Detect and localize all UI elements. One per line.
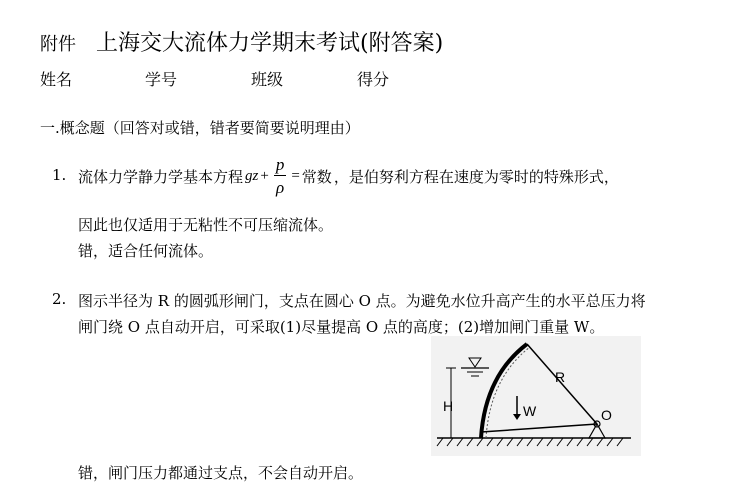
question-1-number: 1. [52, 166, 67, 184]
score-field-label: 得分 [357, 70, 390, 89]
formula-equals: = [291, 167, 300, 184]
gate-diagram [431, 336, 641, 456]
question-1-line-1 [78, 154, 619, 198]
weight-label: W [523, 403, 537, 419]
class-field-label: 班级 [251, 70, 284, 89]
question-1-line-2: 因此也仅适用于无粘性不可压缩流体。 [78, 216, 334, 234]
weight-arrow-head-icon [513, 414, 521, 420]
water-level-triangle-icon [469, 358, 481, 367]
formula-fraction [274, 156, 287, 196]
question-1-text-after: ，是伯努利方程在速度为零时的特殊形式， [333, 167, 619, 186]
student-id-field-label: 学号 [145, 70, 178, 89]
question-2-answer: 错，闸门压力都通过支点，不会自动开启。 [78, 464, 364, 482]
pivot-support-triangle [589, 424, 605, 438]
question-1-text-before: 流体力学静力学基本方程 [78, 167, 244, 186]
formula-numerator: p [275, 155, 285, 174]
attachment-label: 附件 [40, 34, 76, 55]
hydrostatic-formula [245, 156, 332, 196]
formula-denominator: ρ [275, 178, 285, 197]
question-1-answer: 错，适合任何流体。 [78, 242, 214, 260]
ground-hatching [437, 438, 623, 446]
formula-plus: + [260, 167, 269, 184]
question-2-line-2: 闸门绕 O 点自动开启，可采取(1)尽量提高 O 点的高度；(2)增加闸门重量 W。 [78, 318, 605, 336]
document-title: 上海交大流体力学期末考试(附答案) [96, 31, 444, 56]
pivot-label: O [601, 407, 612, 423]
height-label: H [443, 398, 454, 414]
radius-label: R [555, 369, 566, 385]
name-field-label: 姓名 [40, 70, 73, 89]
formula-term-gz: gz [245, 167, 259, 184]
arc-gate [481, 344, 527, 438]
formula-rhs: 常数 [301, 167, 332, 186]
gate-diagram-svg [431, 336, 641, 456]
bottom-strut [481, 424, 597, 432]
question-2-number: 2. [52, 290, 67, 308]
section-heading: 一.概念题（回答对或错，错者要简要说明理由） [40, 119, 360, 137]
question-2-line-1: 图示半径为 R 的圆弧形闸门，支点在圆心 O 点。为避免水位升高产生的水平总压力将 [78, 292, 646, 310]
